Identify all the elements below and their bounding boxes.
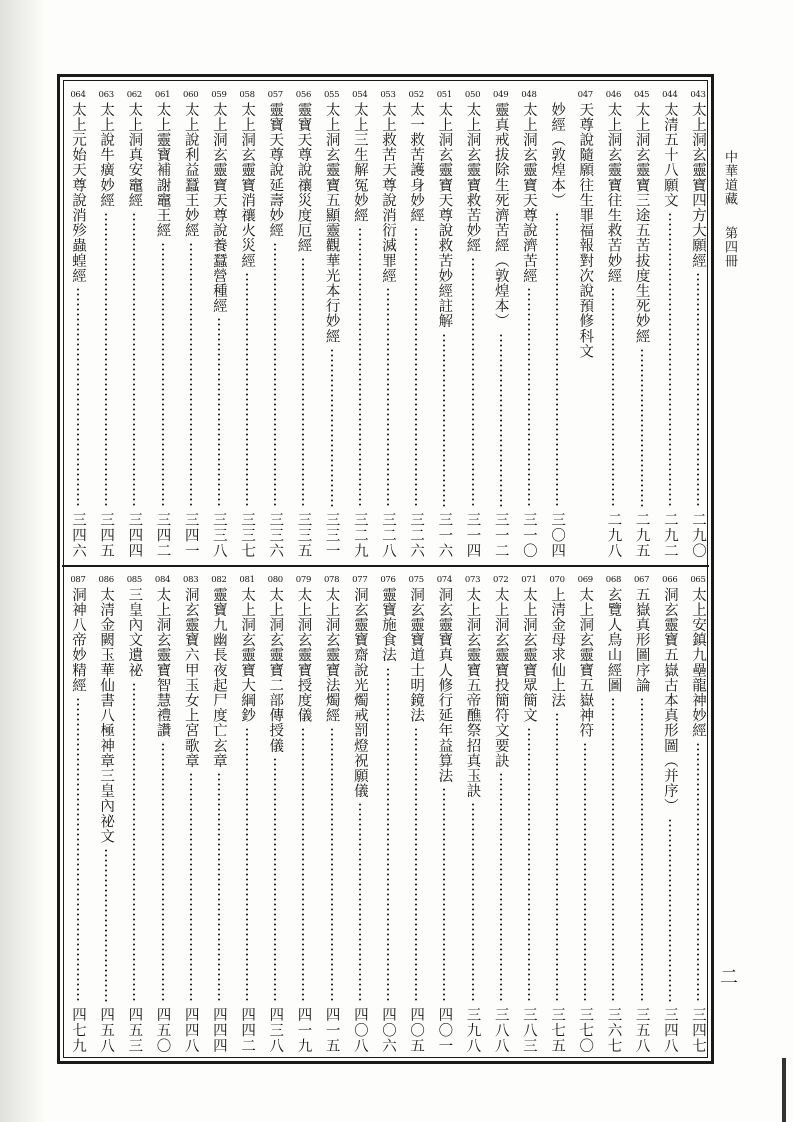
toc-entry	[96, 575, 116, 1053]
toc-entry	[575, 90, 595, 558]
dot-leader	[668, 818, 672, 1003]
toc-entry	[293, 90, 313, 558]
entry-title: 洞玄靈寶五嶽古本真形圖（并序）	[661, 587, 678, 814]
toc-entry	[322, 90, 342, 558]
entry-page: 四〇六	[380, 1006, 396, 1053]
entry-number: 062	[126, 90, 143, 100]
entry-number: 070	[549, 575, 565, 585]
entry-title: 洞玄靈寶真人修行延年益算法	[436, 587, 453, 784]
dot-leader	[189, 772, 193, 1002]
entry-page: 二九八	[605, 511, 622, 558]
entry-number: 045	[633, 90, 650, 100]
entry-page: 三三一	[323, 511, 340, 558]
toc-entry	[406, 90, 426, 558]
entry-number: 057	[267, 90, 283, 100]
toc-entry	[96, 90, 116, 558]
entry-title: 洞玄靈寶齋說光燭戒罰燈祝願儀	[351, 587, 368, 799]
toc-entry	[237, 90, 257, 558]
entry-title: 太上靈寶補謝竈王經	[154, 102, 171, 238]
entry-title: 太上洞玄靈寶五帝醮祭招真玉訣	[464, 587, 481, 799]
entry-number: 086	[98, 575, 114, 585]
entry-title: 太上洞玄靈寶二部傳授儀	[267, 587, 284, 754]
entry-title: 太上洞玄靈寶智慧禮讚	[154, 587, 171, 738]
dot-leader	[386, 287, 390, 507]
toc-entry	[434, 575, 454, 1053]
toc-entry	[463, 90, 483, 558]
entry-number: 060	[183, 90, 199, 100]
entry-page: 四四四	[210, 1006, 227, 1053]
entry-page: 三三六	[267, 511, 284, 558]
entry-number: 069	[577, 575, 593, 585]
toc-entry	[378, 90, 398, 558]
entry-page: 二九五	[633, 511, 650, 558]
dot-leader	[555, 712, 559, 1003]
section-divider	[62, 565, 709, 567]
entry-page: 三二九	[351, 511, 368, 558]
entry-page: 三四二	[154, 511, 171, 558]
toc-entry	[124, 90, 144, 558]
entry-title: 太上洞玄靈寶五顯靈觀華光本行妙經	[323, 102, 340, 344]
toc-entry	[350, 90, 370, 558]
entry-page: 四七九	[70, 1006, 86, 1053]
folio-number: 二	[720, 967, 738, 988]
entry-number: 044	[662, 90, 678, 100]
toc-entry	[688, 90, 708, 558]
entry-number: 054	[352, 90, 368, 100]
entry-title: 三皇內文遺祕	[126, 587, 143, 678]
dot-leader	[442, 787, 446, 1002]
entry-title: 太上洞玄靈寶救苦妙經	[464, 102, 481, 253]
running-header-volume: 第四冊	[722, 226, 737, 268]
toc-entry	[209, 90, 229, 558]
entry-page: 三一二	[492, 511, 509, 558]
entry-page: 三二六	[408, 511, 425, 558]
toc-entry	[68, 90, 88, 558]
toc-entry	[153, 90, 173, 558]
entry-page: 二九〇	[690, 511, 706, 558]
entry-title: 太上洞玄靈寶天尊說濟苦經	[520, 102, 537, 284]
dot-leader	[583, 742, 587, 1003]
dot-leader	[76, 697, 80, 1003]
dot-leader	[668, 212, 672, 508]
running-header-book: 中華道藏	[722, 150, 737, 206]
entry-page: 三〇四	[549, 511, 566, 558]
dot-leader	[499, 333, 503, 508]
entry-title: 太上洞玄靈寶授度儀	[295, 587, 312, 723]
entry-number: 048	[521, 90, 537, 100]
toc-entry	[350, 575, 370, 1053]
entry-title: 上清金母求仙上法	[549, 587, 566, 708]
dot-leader	[696, 742, 700, 1003]
toc-entry	[322, 575, 342, 1053]
dot-leader	[301, 727, 305, 1003]
entry-title: 洞神八帝妙精經	[70, 587, 86, 693]
entry-page: 四四二	[239, 1006, 256, 1053]
toc-entry	[434, 90, 454, 558]
entry-number: 063	[98, 90, 114, 100]
entry-number: 056	[295, 90, 312, 100]
entry-title: 太上說利益蠶王妙經	[182, 102, 199, 238]
entry-number: 087	[70, 575, 86, 585]
entry-number: 050	[464, 90, 481, 100]
entry-number: 084	[154, 575, 171, 585]
entry-title: 太上洞玄靈寶天尊說養蠶營種經	[210, 102, 227, 314]
entry-title: 妙經（敦煌本）	[549, 102, 566, 208]
dot-leader	[217, 772, 221, 1002]
entry-title: 太上洞玄靈寶四方大願經	[690, 102, 706, 269]
entry-number: 055	[323, 90, 340, 100]
toc-entry	[463, 575, 483, 1053]
dot-leader	[104, 212, 108, 508]
entry-title: 太上洞玄靈寶消禳火災經	[239, 102, 256, 269]
entry-number: 079	[295, 575, 312, 585]
entry-page: 三四六	[70, 511, 86, 558]
dot-leader	[611, 697, 615, 1003]
entry-page: 四三八	[267, 1006, 284, 1053]
entry-number: 061	[154, 90, 171, 100]
entry-page: 三八八	[492, 1006, 509, 1053]
entry-title: 洞玄靈寶道士明鏡法	[408, 587, 425, 723]
entry-page: 二九二	[661, 511, 678, 558]
entry-number: 077	[352, 575, 368, 585]
dot-leader	[161, 242, 165, 508]
entry-page: 三一〇	[520, 511, 537, 558]
toc-entry	[575, 575, 595, 1053]
dot-leader	[640, 697, 644, 1003]
entry-page: 三四四	[126, 511, 143, 558]
toc-entry	[181, 90, 201, 558]
entry-title: 太清五十八願文	[661, 102, 678, 208]
entry-number: 051	[436, 90, 453, 100]
entry-number: 065	[690, 575, 706, 585]
entry-title: 太上元始天尊說消殄蟲蝗經	[70, 102, 86, 284]
entry-page: 三三七	[239, 511, 256, 558]
dot-leader	[330, 348, 334, 508]
dot-leader	[330, 727, 334, 1003]
toc-entry	[378, 575, 398, 1053]
entry-number: 071	[521, 575, 537, 585]
entry-title: 太上安鎮九壘龍神妙經	[690, 587, 706, 738]
dot-leader	[245, 727, 249, 1003]
entry-page: 三四五	[98, 511, 115, 558]
entry-title: 太上洞玄靈寶五嶽神符	[577, 587, 594, 738]
entry-title: 靈寶天尊說禳災度厄經	[295, 102, 312, 253]
toc-entry	[293, 575, 313, 1053]
toc-entry	[153, 575, 173, 1053]
toc-entry	[124, 575, 144, 1053]
dot-leader	[414, 227, 418, 508]
dot-leader	[358, 227, 362, 508]
entry-page: 三七五	[549, 1006, 566, 1053]
entry-number: 059	[211, 90, 227, 100]
entry-page: 四四八	[182, 1006, 199, 1053]
toc-entry	[660, 90, 680, 558]
entry-page: 四五三	[126, 1006, 143, 1053]
entry-number: 043	[690, 90, 706, 100]
entry-number: 072	[493, 575, 509, 585]
toc-entry	[491, 575, 511, 1053]
toc-entry	[632, 90, 652, 558]
dot-leader	[104, 848, 108, 1003]
entry-title: 洞玄靈寶六甲玉女上宮歌章	[182, 587, 199, 769]
entry-number: 047	[577, 90, 593, 100]
entry-title: 太上洞玄靈寶大綱鈔	[239, 587, 256, 723]
entry-number: 046	[605, 90, 622, 100]
dot-leader	[640, 348, 644, 508]
entry-page: 三四七	[690, 1006, 706, 1053]
toc-entry	[547, 90, 567, 558]
toc-lower-section	[68, 575, 708, 1053]
entry-title: 天尊說隨願往生罪福報對次說預修科文	[577, 102, 594, 359]
dot-leader	[273, 242, 277, 508]
entry-number: 066	[662, 575, 678, 585]
toc-entry	[660, 575, 680, 1053]
entry-title: 太上救苦天尊說消衍滅罪經	[380, 102, 396, 284]
toc-entry	[265, 90, 285, 558]
entry-number: 074	[436, 575, 453, 585]
dot-leader	[499, 772, 503, 1002]
entry-title: 太一救苦護身妙經	[408, 102, 425, 223]
entry-page: 三二八	[380, 511, 396, 558]
entry-title: 太上說牛癀妙經	[98, 102, 115, 208]
entry-number: 081	[239, 575, 255, 585]
entry-page: 三一四	[464, 511, 481, 558]
dot-leader	[414, 727, 418, 1003]
entry-title: 靈寶施食法	[380, 587, 396, 663]
entry-page: 四一五	[323, 1006, 340, 1053]
entry-number: 067	[633, 575, 650, 585]
entry-title: 五嶽真形圖序論	[633, 587, 650, 693]
scan-edge-mark	[782, 1058, 786, 1122]
entry-page: 三九八	[464, 1006, 481, 1053]
dot-leader	[527, 727, 531, 1003]
entry-number: 076	[380, 575, 396, 585]
dot-leader	[471, 257, 475, 508]
dot-leader	[132, 682, 136, 1003]
toc-entry	[603, 90, 623, 558]
toc-entry	[237, 575, 257, 1053]
entry-page: 三三五	[295, 511, 312, 558]
dot-leader	[189, 242, 193, 508]
dot-leader	[217, 317, 221, 507]
entry-page: 三三八	[210, 511, 227, 558]
toc-entry	[688, 575, 708, 1053]
toc-upper-section	[68, 90, 708, 558]
toc-entry	[181, 575, 201, 1053]
dot-leader	[555, 212, 559, 508]
dot-leader	[611, 287, 615, 507]
toc-entry	[603, 575, 623, 1053]
dot-leader	[471, 802, 475, 1002]
dot-leader	[301, 257, 305, 508]
entry-title: 靈寶九幽長夜起尸度亡玄章	[210, 587, 227, 769]
entry-page: 四〇八	[351, 1006, 368, 1053]
entry-page: 三七〇	[577, 1006, 594, 1053]
dot-leader	[527, 287, 531, 507]
dot-leader	[273, 757, 277, 1002]
entry-number: 082	[211, 575, 227, 585]
entry-title: 太上洞玄靈寶投簡符文要訣	[492, 587, 509, 769]
entry-number: 058	[239, 90, 255, 100]
entry-page: 四〇五	[408, 1006, 425, 1053]
entry-title: 太上洞玄靈寶天尊說救苦妙經註解	[436, 102, 453, 329]
entry-page: 四五八	[98, 1006, 115, 1053]
entry-page: 三六七	[605, 1006, 622, 1053]
dot-leader	[76, 287, 80, 507]
entry-number: 083	[183, 575, 199, 585]
dot-leader	[161, 742, 165, 1003]
entry-number: 052	[408, 90, 424, 100]
entry-title: 太上洞玄靈寶法燭經	[323, 587, 340, 723]
entry-page: 三五八	[633, 1006, 650, 1053]
entry-page: 三一六	[436, 511, 453, 558]
entry-title: 太上洞真安竈經	[126, 102, 143, 208]
toc-entry	[406, 575, 426, 1053]
entry-title: 太上洞玄靈寶三途五苦拔度生死妙經	[633, 102, 650, 344]
toc-entry	[491, 90, 511, 558]
entry-title: 太上三生解冤妙經	[351, 102, 368, 223]
entry-number: 080	[267, 575, 283, 585]
entry-title: 靈寶天尊說延壽妙經	[267, 102, 284, 238]
toc-entry	[519, 90, 539, 558]
toc-entry	[68, 575, 88, 1053]
entry-page: 三四一	[182, 511, 199, 558]
dot-leader	[696, 272, 700, 507]
entry-page: 三四八	[661, 1006, 678, 1053]
entry-number: 073	[464, 575, 481, 585]
toc-entry	[547, 575, 567, 1053]
toc-entry	[519, 575, 539, 1053]
dot-leader	[442, 333, 446, 508]
dot-leader	[358, 802, 362, 1002]
entry-title: 靈真戒拔除生死濟苦經（敦煌本）	[492, 102, 509, 329]
entry-number: 085	[126, 575, 143, 585]
entry-number: 068	[605, 575, 622, 585]
entry-title: 太上洞玄靈寶往生救苦妙經	[605, 102, 622, 284]
dot-leader	[132, 212, 136, 508]
entry-title: 玄覽人鳥山經圖	[605, 587, 622, 693]
entry-title: 太清金闕玉華仙書八極神章三皇內祕文	[98, 587, 115, 844]
entry-page: 三八三	[520, 1006, 537, 1053]
entry-number: 064	[70, 90, 86, 100]
entry-title: 太上洞玄靈寶眾簡文	[520, 587, 537, 723]
entry-number: 078	[323, 575, 340, 585]
entry-number: 075	[408, 575, 424, 585]
entry-number: 053	[380, 90, 396, 100]
entry-page: 四〇一	[436, 1006, 453, 1053]
dot-leader	[386, 667, 390, 1003]
dot-leader	[245, 272, 249, 507]
entry-page: 四一九	[295, 1006, 312, 1053]
toc-entry	[632, 575, 652, 1053]
toc-entry	[265, 575, 285, 1053]
scan-gutter	[0, 0, 46, 1122]
toc-entry	[209, 575, 229, 1053]
entry-page: 四五〇	[154, 1006, 171, 1053]
entry-number: 049	[493, 90, 509, 100]
